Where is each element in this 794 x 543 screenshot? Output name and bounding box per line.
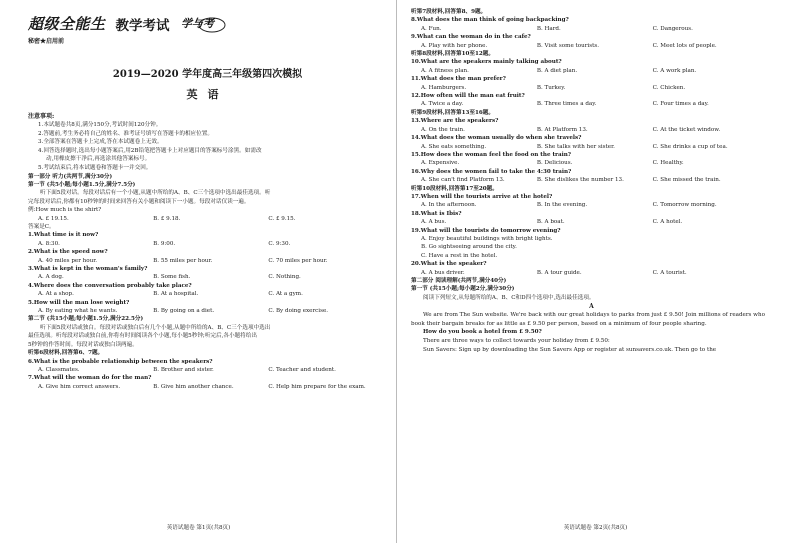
question: 16.Why does the women fail to take the 4:30 train? (411, 168, 572, 175)
option: A. A dog. (38, 274, 64, 281)
option-row (411, 100, 772, 108)
option-row (411, 218, 772, 226)
option: B. 9:00. (153, 240, 176, 247)
option: C. A hotel. (652, 219, 683, 226)
option: A. 8:30. (38, 240, 60, 247)
option: A. On the train. (421, 126, 465, 133)
option: B. At Platform 13. (536, 126, 588, 133)
header-brand (28, 8, 387, 34)
option-row (28, 290, 387, 298)
option: C. Four times a day. (652, 101, 709, 108)
option: B. She dislikes the number 13. (536, 177, 624, 184)
option: B. Hard. (536, 25, 561, 32)
logo-text: 学与考 (180, 17, 214, 30)
option-row (28, 240, 387, 248)
passage-heading: How do you book a hotel from £ 9.50? (423, 329, 542, 336)
question: 18.What is Ibis? (411, 210, 462, 217)
option: B. At a hospital. (153, 291, 199, 298)
notice-heading: 注意事项: (28, 113, 55, 120)
option: B. Delicious. (536, 160, 573, 167)
option: A. A fitness plan. (421, 67, 469, 74)
option: B. She talks with her sister. (536, 143, 615, 150)
question: 15.How does the woman feel the food on the train? (411, 151, 572, 158)
passage-paragraph: Sun Savers: Sign up by downloading the Sun Savers App or register at sunsavers.co.uk. Then go to the (423, 346, 717, 353)
option: C. Teacher and student. (268, 366, 336, 373)
section-heading: 第一节 (共15小题;每小题2分,满分30分) (411, 286, 515, 293)
option: A. She eats something. (421, 143, 487, 150)
notice-item: 4.回答选择题时,选出每小题答案后,用2B铅笔把答题卡上对应题目的答案标号涂黑。如需改 (38, 147, 262, 154)
material-heading: 听第7段材料,回答第8、9题。 (411, 9, 487, 15)
option: A. A bus. (421, 219, 447, 226)
option: A. Give him correct answers. (38, 383, 121, 390)
option-row (411, 84, 772, 92)
option-row (28, 307, 387, 315)
option: B. Turkey. (536, 84, 566, 91)
instructions: 阅读下列短文,从每题所给的A、B、C和D四个选项中,选出最佳选项。 (423, 294, 595, 301)
notice-item: 1.本试题卷共8页,满分150分,考试时间120分钟。 (38, 122, 162, 128)
option-row (411, 126, 772, 134)
question: 2.What is the speed now? (28, 249, 108, 256)
option: C. She drinks a cup of tea. (652, 143, 728, 150)
question: 4.Where does the conversation probably take place? (28, 282, 192, 289)
confidential-mark: 秘密★启用前 (28, 38, 65, 45)
option: C. £ 9.15. (268, 215, 296, 222)
option: C. Tomorrow morning. (652, 202, 717, 209)
question: 8.What does the man think of going backpacking? (411, 17, 569, 24)
option: A. £ 19.15. (38, 215, 69, 222)
option: A. In the afternoon. (421, 202, 477, 209)
option: A. Classmates. (38, 366, 80, 373)
option: B. In the evening. (536, 202, 588, 209)
option: A. She can't find Platform 13. (421, 177, 505, 184)
option-row (411, 25, 772, 33)
option: A. A bus driver. (421, 269, 465, 276)
option: B. Some fish. (153, 274, 191, 281)
option: A. Play with her phone. (421, 42, 488, 49)
option: A. Twice a day. (421, 101, 464, 108)
instructions: 完每段对话后,你都有10秒钟的时间来回答有关小题和阅读下一小题。每段对话仅读一遍。 (28, 198, 250, 205)
option: B. Brother and sister. (153, 366, 214, 373)
option: A. Expensive. (421, 160, 460, 167)
option: C. Help him prepare for the exam. (268, 383, 366, 390)
option: B. £ 9.18. (153, 215, 181, 222)
notice-item: 3.全部答案在答题卡上完成,答在本试题卷上无效。 (38, 139, 163, 146)
option: B. Three times a day. (536, 101, 597, 108)
passage-paragraph: We are from The Sun website. We're back with our great holidays to parks from just £ 9.50! Join millions of readers who book their bargain breaks for as little as £ 9.50 per person, based on a minimum of four people sharing. (411, 312, 765, 327)
option-row (28, 366, 387, 374)
instructions: 听下面5段对话或独白。每段对话或独白后有几个小题,从题中所给的A、B、C三个选项中选出 (40, 324, 271, 331)
option: A. Hamburgers. (421, 84, 467, 91)
page-2 (397, 0, 794, 543)
option-row (28, 273, 387, 281)
passage-label: A (589, 303, 594, 311)
option: A. Fun. (421, 25, 442, 32)
option-row (411, 42, 772, 50)
question: 12.How often will the man eat fruit? (411, 93, 525, 100)
option: C. By doing exercise. (268, 308, 329, 315)
material-heading: 听第10段材料,回答第17至20题。 (411, 185, 498, 192)
option: A. At a shop. (38, 291, 74, 298)
option: B. 55 miles per hour. (153, 257, 213, 264)
question: 10.What are the speakers mainly talking about? (411, 59, 562, 66)
question: 13.Where are the speakers? (411, 118, 499, 125)
part-heading: 第一部分 听力(共两节,满分30分) (28, 173, 113, 180)
material-heading: 听第9段材料,回答第13至16题。 (411, 109, 494, 116)
page-footer: 英语试题卷 第2页(共8页) (563, 525, 628, 531)
option: C. Healthy. (652, 160, 684, 167)
option-row (411, 67, 772, 75)
instructions: 听下面5段对话。每段对话后有一个小题,从题中所给的A、B、C三个选项中选出最佳选项。听 (40, 190, 271, 197)
option: B. Go sightseeing around the city. (421, 244, 517, 251)
option: B. Give him another chance. (153, 383, 234, 390)
section-heading: 第二节 (共15小题;每小题1.5分,满分22.5分) (28, 316, 144, 323)
notice-item: 动,用橡皮擦干净后,再选涂其他答案标号。 (46, 156, 151, 163)
option: C. 9:30. (268, 240, 291, 247)
notice-item: 5.考试结束后,将本试题卷和答题卡一并交回。 (38, 164, 152, 171)
question: 9.What can the woman do in the cafe? (411, 34, 531, 41)
option: A. By eating what he wants. (38, 308, 118, 315)
question: 7.What will the woman do for the man? (28, 375, 152, 382)
question: 17.When will the tourists arrive at the hotel? (411, 193, 553, 200)
option: A. Enjoy beautiful buildings with bright lights. (421, 235, 553, 242)
option: C. Chicken. (652, 84, 686, 91)
question: 1.What time is it now? (28, 232, 99, 239)
option-row (411, 201, 772, 209)
option-row (411, 143, 772, 151)
option: C. Meet lots of people. (652, 42, 717, 49)
question: 6.What is the probable relationship between the speakers? (28, 358, 213, 365)
passage-paragraph: There are three ways to collect towards your holiday from £ 9.50: (423, 338, 610, 344)
option: C. At a gym. (268, 291, 303, 298)
option: B. A diet plan. (536, 67, 578, 74)
option: C. Nothing. (268, 274, 301, 281)
option: C. Dangerous. (652, 25, 693, 32)
question: 3.What is kept in the woman's family? (28, 266, 148, 273)
option: C. A tourist. (652, 269, 687, 276)
material-heading: 听第8段材料,回答第10至12题。 (411, 51, 494, 58)
option: B. Visit some tourists. (536, 42, 599, 49)
notice-list (28, 121, 387, 173)
page-footer: 英语试题卷 第1页(共8页) (166, 525, 231, 531)
option: B. By going on a diet. (153, 308, 215, 315)
option: C. A work plan. (652, 67, 697, 74)
option-row (411, 269, 772, 277)
question: 19.What will the tourists do tomorrow evening? (411, 227, 561, 234)
option-row (28, 383, 387, 391)
brand-logo-icon (180, 12, 226, 34)
question: 5.How will the man lose weight? (28, 299, 130, 306)
brand-subtitle: 教学考试 (115, 18, 170, 34)
exam-subject: 英语 (186, 88, 229, 101)
option: C. At the ticket window. (652, 126, 721, 133)
option: C. Have a rest in the hotel. (421, 252, 498, 259)
instructions: 5秒钟的作答时间。每段对话或独白读两遍。 (28, 341, 138, 348)
option: A. 40 miles per hour. (38, 257, 98, 264)
option: C. She missed the train. (652, 177, 721, 184)
option-row (411, 159, 772, 167)
example-question: 例:How much is the shirt? (28, 207, 102, 214)
option-row (411, 176, 772, 184)
material-heading: 听第6段材料,回答第6、7题。 (28, 350, 104, 357)
notice-item: 2.答题前,考生务必将自己的姓名、准考证号填写在答题卡的相应位置。 (38, 130, 213, 137)
question: 11.What does the man prefer? (411, 76, 506, 83)
option: C. 70 miles per hour. (268, 257, 328, 264)
exam-title: 2019—2020 学年度高三年级第四次模拟 (112, 69, 303, 80)
option-row (28, 257, 387, 265)
option: B. A boat. (536, 219, 565, 226)
part-heading: 第二部分 阅读理解(共两节,满分40分) (411, 278, 507, 284)
question: 14.What does the woman usually do when she travels? (411, 135, 582, 142)
section-heading: 第一节 (共5小题;每小题1.5分,满分7.5分) (28, 181, 136, 188)
option: B. A tour guide. (536, 269, 582, 276)
question: 20.What is the speaker? (411, 261, 487, 268)
option-row (28, 215, 387, 223)
instructions: 最佳选项。听每段对话或独白前,你将有时间阅读各个小题,每小题5秒钟;听完后,各小题将给出 (28, 333, 257, 340)
example-answer: 答案是C。 (28, 224, 55, 230)
brand-name: 超级全能生 (28, 15, 106, 33)
